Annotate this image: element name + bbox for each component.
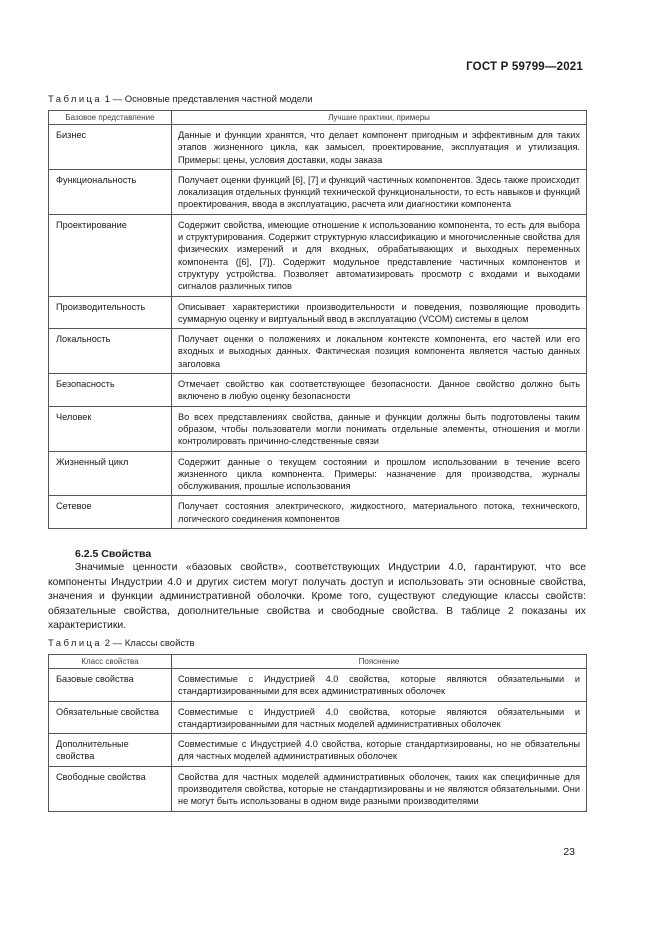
table2-caption-text: 2 — Классы свойств xyxy=(104,638,195,649)
table-cell: Совместимые с Индустрией 4.0 свойства, которые являются обязательными и стандартизированными для всех административных оболочек xyxy=(172,669,587,702)
table-cell: Данные и функции хранятся, что делает компонент пригодным и эффективным для таких этапов жизненного цикла, как замысел, проектирование, эксплуатация и утилизация. Примеры: цены, условия доставки, коды заказа xyxy=(172,125,587,170)
document-id: ГОСТ Р 59799—2021 xyxy=(466,61,583,73)
table-cell: Получает оценки функций [6], [7] и функций частичных компонентов. Здесь также происходит локализация отдельных функций технической функциональности, то есть навыков и функций проектирования, ввода в эксплуатацию, расчета или диагностики компонента xyxy=(172,169,587,214)
table2-caption xyxy=(48,638,195,649)
table-row xyxy=(49,406,587,451)
table-row xyxy=(49,214,587,296)
section-paragraph: Значимые ценности «базовых свойств», соответствующих Индустрии 4.0, гарантируют, что все компоненты Индустрии 4.0 и других систем могут получать доступ и использовать эти основные свойства, значения и функции административной оболочки. Кроме того, существуют следующие классы свойств: обязательные свойства, дополнительные свойства и свободные свойства. В таблице 2 показаны их характеристики. xyxy=(48,562,586,631)
column-header: Базовое представление xyxy=(49,111,172,125)
table-row xyxy=(49,451,587,496)
table-cell: Функциональность xyxy=(49,169,172,214)
column-header: Пояснение xyxy=(172,655,587,669)
table-cell: Обязательные свойства xyxy=(49,701,172,734)
table-cell: Бизнес xyxy=(49,125,172,170)
table-cell: Описывает характеристики производительности и поведения, позволяющие проводить суммарную оценку и виртуальный ввод в эксплуатацию (VCOM) системы в целом xyxy=(172,296,587,329)
table-row xyxy=(49,125,587,170)
table1-caption xyxy=(48,94,313,105)
table-cell: Локальность xyxy=(49,329,172,374)
column-header: Класс свойства xyxy=(49,655,172,669)
page-number: 23 xyxy=(563,846,575,858)
table-header-row xyxy=(49,111,587,125)
table-cell: Сетевое xyxy=(49,496,172,529)
table-cell: Безопасность xyxy=(49,374,172,407)
table-cell: Содержит данные о текущем состоянии и прошлом использовании в течение всего жизненного цикла компонента. Примеры: назначение для производства, журналы обслуживания, прошлые использования xyxy=(172,451,587,496)
table-header-row xyxy=(49,655,587,669)
table-cell: Свойства для частных моделей административных оболочек, таких как специфичные для производителя свойства, которые не стандартизированы и не являются обязательными. Они не могут быть использованы в одном виде разными производителями xyxy=(172,766,587,811)
table-cell: Базовые свойства xyxy=(49,669,172,702)
table-cell: Совместимые с Индустрией 4.0 свойства, которые стандартизированы, но не обязательны для частных моделей административных оболочек xyxy=(172,734,587,767)
table-row xyxy=(49,329,587,374)
table-property-classes xyxy=(48,654,587,812)
table-row xyxy=(49,734,587,767)
table-cell: Получает состояния электрического, жидкостного, материального потока, технического, логического соединения компонентов xyxy=(172,496,587,529)
table-row xyxy=(49,496,587,529)
table-cell: Жизненный цикл xyxy=(49,451,172,496)
table-cell: Свободные свойства xyxy=(49,766,172,811)
table-row xyxy=(49,296,587,329)
table-cell: Дополнительные свойства xyxy=(49,734,172,767)
table-row xyxy=(49,669,587,702)
section-heading: 6.2.5 Свойства xyxy=(75,548,152,560)
table-cell: Во всех представлениях свойства, данные и функции должны быть подготовлены таким образом, чтобы пользователи могли понимать отдельные элементы, отношения и могли контролировать причинно-следственные связи xyxy=(172,406,587,451)
table-row xyxy=(49,169,587,214)
column-header: Лучшие практики, примеры xyxy=(172,111,587,125)
table-cell: Производительность xyxy=(49,296,172,329)
table1-caption-text: 1 — Основные представления частной модели xyxy=(104,94,313,105)
table-cell: Отмечает свойство как соответствующее безопасности. Данное свойство должно быть включено в любую оценку безопасности xyxy=(172,374,587,407)
table-row xyxy=(49,374,587,407)
table-cell: Получает оценки о положениях и локальном контексте компонента, его частей или его входных и выходных данных. Фактическая позиция компонента является частью данных заголовка xyxy=(172,329,587,374)
table-base-representations xyxy=(48,110,587,529)
table-cell: Проектирование xyxy=(49,214,172,296)
table-row xyxy=(49,766,587,811)
table1-caption-label: Таблица xyxy=(48,94,103,105)
table-cell: Совместимые с Индустрией 4.0 свойства, которые являются обязательными и стандартизированными для частных моделей административных оболочек xyxy=(172,701,587,734)
table-cell: Человек xyxy=(49,406,172,451)
table2-caption-label: Таблица xyxy=(48,638,103,649)
table-row xyxy=(49,701,587,734)
table-cell: Содержит свойства, имеющие отношение к использованию компонента, то есть для выбора и структурирования. Содержит структурную классификацию и многочисленные свойства для физических измерений и для входных, обрабатывающих и выходных переменных компонента ([6], [7]). Содержит модульное представление частичных компонентов и структуру устройства. Позволяет автоматизировать просмотр с входами и выходами сигналов различных типов xyxy=(172,214,587,296)
